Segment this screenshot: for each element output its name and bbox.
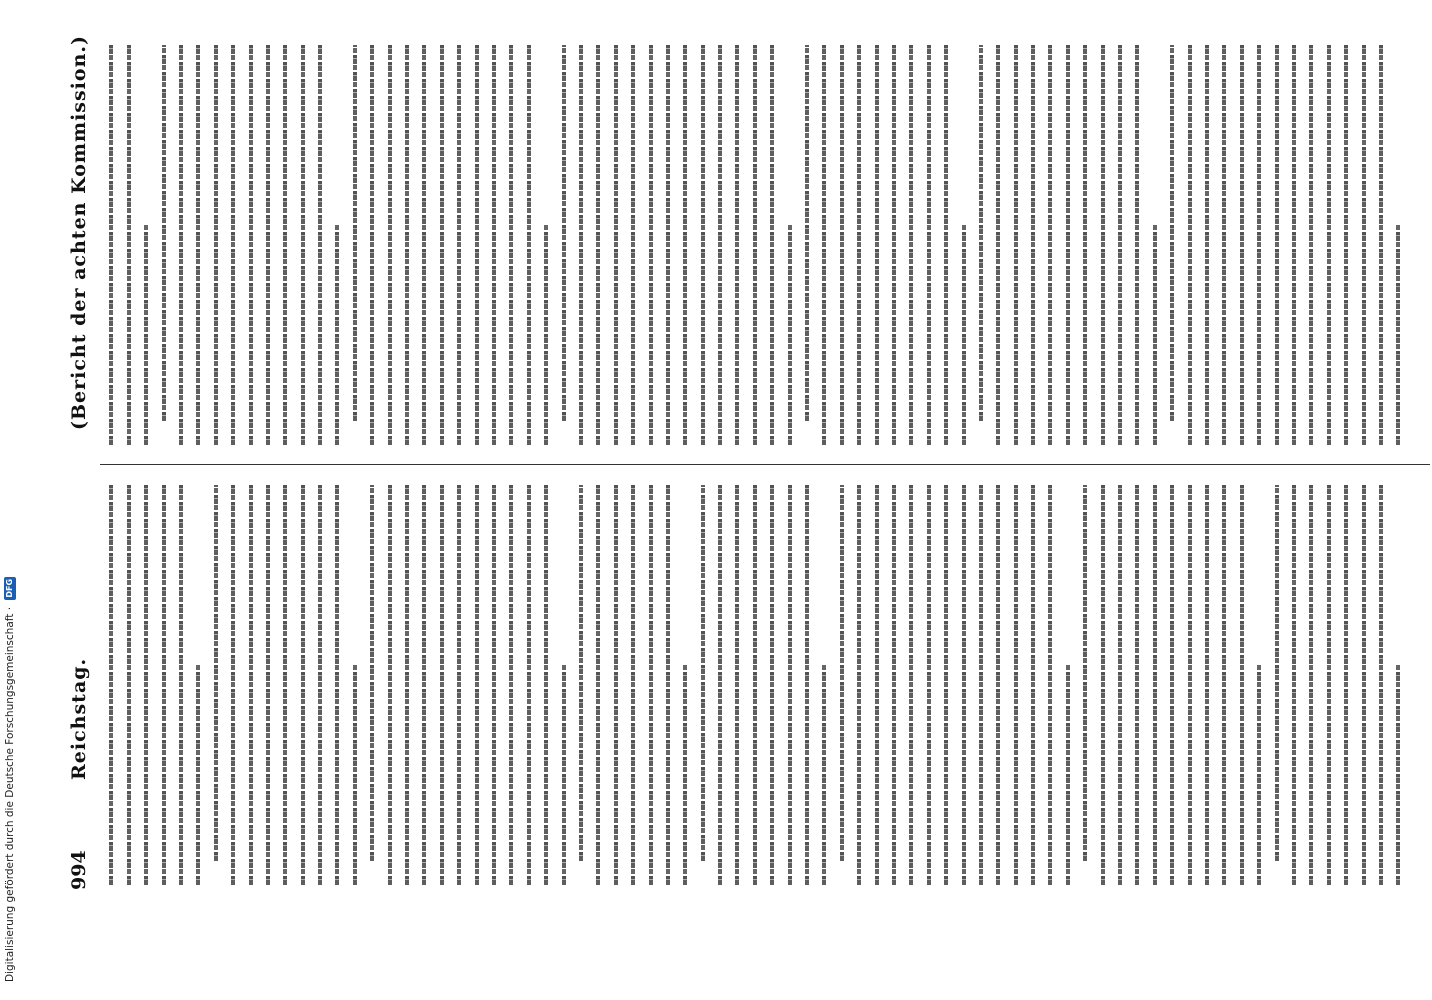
- text-line: [249, 45, 253, 445]
- text-line: [892, 45, 896, 445]
- text-line: [1205, 45, 1209, 445]
- text-line: [857, 45, 861, 445]
- text-line: [1379, 485, 1383, 885]
- text-line: [301, 45, 305, 445]
- text-line: [544, 485, 548, 885]
- text-line: [718, 45, 722, 445]
- text-line: [127, 485, 131, 885]
- text-line: [753, 485, 757, 885]
- text-line: [822, 45, 826, 445]
- text-line: [1292, 485, 1296, 885]
- text-line: [196, 665, 200, 885]
- column-divider: [100, 464, 1430, 465]
- text-line: [353, 665, 357, 885]
- text-line: [475, 45, 479, 445]
- text-line: [283, 485, 287, 885]
- text-line: [979, 45, 983, 421]
- text-line: [770, 45, 774, 445]
- text-line: [979, 485, 983, 885]
- text-line: [875, 45, 879, 445]
- text-line: [422, 45, 426, 445]
- text-line: [1066, 45, 1070, 445]
- text-line: [231, 45, 235, 445]
- text-line: [614, 45, 618, 445]
- text-line: [1327, 45, 1331, 445]
- text-line: [909, 45, 913, 445]
- text-line: [1362, 45, 1366, 445]
- text-line: [1257, 45, 1261, 445]
- text-line: [840, 485, 844, 861]
- text-line: [614, 485, 618, 885]
- report-title: (Bericht der achten Kommission.): [68, 35, 90, 431]
- text-line: [109, 45, 113, 445]
- text-line: [649, 485, 653, 885]
- text-line: [962, 485, 966, 885]
- text-line: [1222, 45, 1226, 445]
- text-line: [1205, 485, 1209, 885]
- text-line: [735, 45, 739, 445]
- text-line: [1153, 225, 1157, 445]
- text-line: [492, 45, 496, 445]
- text-line: [840, 45, 844, 445]
- text-line: [1101, 485, 1105, 885]
- text-line: [353, 45, 357, 421]
- digitization-credit: [0, 222, 20, 1000]
- text-line: [1135, 485, 1139, 885]
- text-line: [109, 485, 113, 885]
- text-line: [579, 45, 583, 445]
- text-line: [1257, 665, 1261, 885]
- text-line: [1170, 485, 1174, 885]
- text-line: [318, 45, 322, 445]
- text-line: [405, 45, 409, 445]
- text-line: [1170, 45, 1174, 421]
- text-line: [1309, 485, 1313, 885]
- text-line: [179, 45, 183, 445]
- text-line: [631, 485, 635, 885]
- text-line: [196, 45, 200, 445]
- text-line: [509, 45, 513, 445]
- text-line: [144, 225, 148, 445]
- text-line: [788, 485, 792, 885]
- text-line: [370, 45, 374, 445]
- text-line: [1135, 45, 1139, 445]
- text-line: [875, 485, 879, 885]
- text-column-right: [96, 45, 1416, 445]
- text-line: [162, 485, 166, 885]
- text-line: [405, 485, 409, 885]
- text-line: [1083, 485, 1087, 861]
- text-line: [666, 45, 670, 445]
- text-line: [1240, 485, 1244, 885]
- text-line: [735, 485, 739, 885]
- text-line: [370, 485, 374, 861]
- text-line: [231, 485, 235, 885]
- text-line: [1379, 45, 1383, 445]
- text-line: [944, 45, 948, 445]
- text-line: [457, 485, 461, 885]
- text-line: [1048, 485, 1052, 885]
- text-line: [1362, 485, 1366, 885]
- text-line: [962, 225, 966, 445]
- text-line: [649, 45, 653, 445]
- text-line: [1327, 485, 1331, 885]
- text-line: [596, 45, 600, 445]
- text-line: [822, 665, 826, 885]
- text-line: [162, 45, 166, 421]
- text-line: [596, 485, 600, 885]
- text-line: [666, 485, 670, 885]
- text-line: [214, 45, 218, 445]
- text-line: [1014, 45, 1018, 445]
- text-column-left: [96, 485, 1416, 885]
- text-line: [927, 45, 931, 445]
- text-line: [527, 45, 531, 445]
- text-line: [457, 45, 461, 445]
- text-line: [562, 665, 566, 885]
- text-line: [283, 45, 287, 445]
- page-number: 994: [68, 850, 90, 890]
- text-line: [1344, 45, 1348, 445]
- text-line: [1014, 485, 1018, 885]
- text-line: [857, 485, 861, 885]
- text-line: [579, 485, 583, 861]
- text-line: [266, 45, 270, 445]
- text-line: [909, 485, 913, 885]
- text-line: [944, 485, 948, 885]
- text-line: [631, 45, 635, 445]
- text-line: [1275, 45, 1279, 445]
- text-line: [1396, 225, 1400, 445]
- text-line: [301, 485, 305, 885]
- text-line: [770, 485, 774, 885]
- text-line: [1309, 45, 1313, 445]
- text-line: [1118, 485, 1122, 885]
- text-line: [388, 45, 392, 445]
- text-line: [492, 485, 496, 885]
- text-line: [718, 485, 722, 885]
- text-line: [214, 485, 218, 861]
- running-header: [66, 35, 92, 890]
- text-line: [475, 485, 479, 885]
- text-line: [335, 485, 339, 885]
- text-line: [544, 225, 548, 445]
- text-line: [683, 45, 687, 445]
- text-line: [996, 485, 1000, 885]
- text-line: [1031, 485, 1035, 885]
- text-line: [1153, 485, 1157, 885]
- text-line: [335, 225, 339, 445]
- text-line: [805, 485, 809, 885]
- text-line: [266, 485, 270, 885]
- text-line: [1240, 45, 1244, 445]
- text-line: [422, 485, 426, 885]
- text-line: [683, 665, 687, 885]
- text-line: [1048, 45, 1052, 445]
- text-line: [1188, 45, 1192, 445]
- text-line: [562, 45, 566, 421]
- text-line: [509, 485, 513, 885]
- text-line: [249, 485, 253, 885]
- text-line: [1396, 665, 1400, 885]
- text-line: [1101, 45, 1105, 445]
- text-line: [318, 485, 322, 885]
- text-line: [527, 485, 531, 885]
- text-line: [788, 225, 792, 445]
- text-line: [701, 485, 705, 861]
- text-line: [892, 485, 896, 885]
- text-line: [805, 45, 809, 421]
- digitization-credit-text: Digitalisierung gefördert durch die Deutsche Forschungsgemeinschaft ·: [4, 606, 16, 982]
- text-line: [1222, 485, 1226, 885]
- text-line: [1344, 485, 1348, 885]
- text-line: [927, 485, 931, 885]
- text-line: [179, 485, 183, 885]
- text-line: [996, 45, 1000, 445]
- page-title: Reichstag.: [68, 657, 90, 780]
- text-line: [440, 485, 444, 885]
- text-line: [440, 45, 444, 445]
- text-line: [1188, 485, 1192, 885]
- text-line: [127, 45, 131, 445]
- text-line: [388, 485, 392, 885]
- dfg-logo: DFG: [5, 578, 14, 598]
- text-line: [1031, 45, 1035, 445]
- text-line: [1083, 45, 1087, 445]
- text-line: [1292, 45, 1296, 445]
- text-line: [701, 45, 705, 445]
- text-line: [1275, 485, 1279, 861]
- text-line: [1118, 45, 1122, 445]
- text-line: [144, 485, 148, 885]
- text-line: [753, 45, 757, 445]
- text-line: [1066, 665, 1070, 885]
